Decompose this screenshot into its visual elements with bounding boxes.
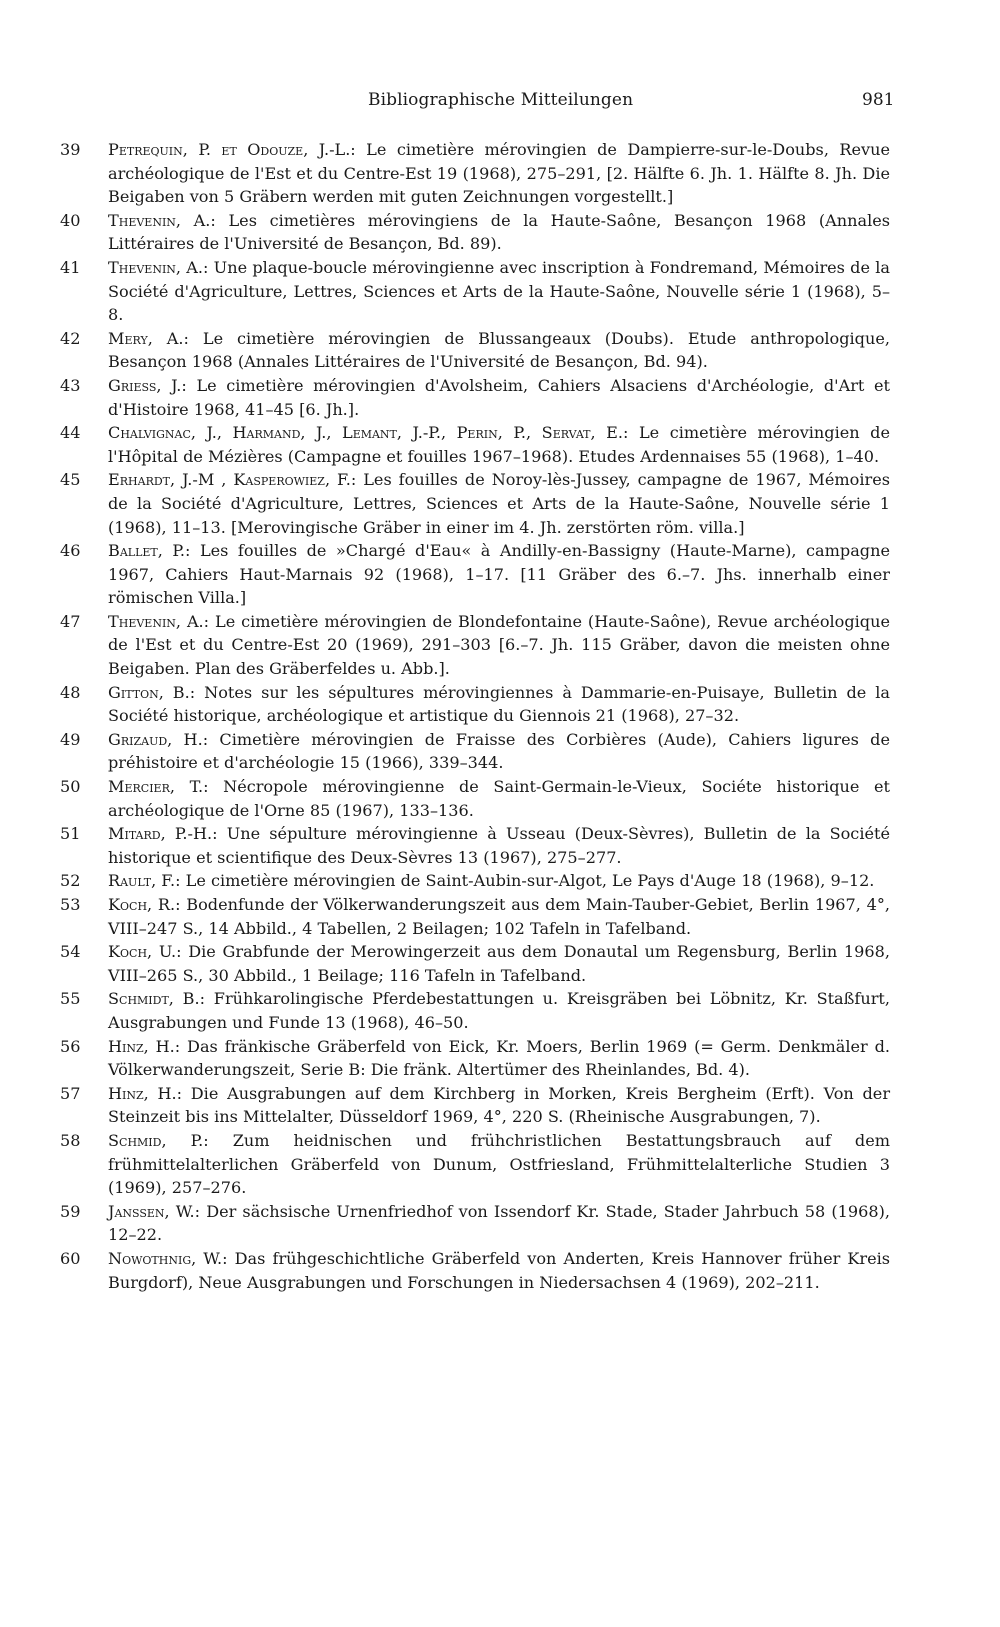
entry-text: Das frühgeschichtliche Gräberfeld von Anderten, Kreis Hannover früher Kreis Burgdorf), Neue Ausgrabungen und Forschungen in Niedersachsen 4 (1969), 202–211.	[108, 1248, 891, 1292]
entry-text: Der sächsische Urnenfriedhof von Issendorf Kr. Stade, Stader Jahrbuch 58 (1968), 12–22.	[108, 1201, 890, 1245]
bibliography-entry	[60, 1035, 890, 1082]
bibliography-list	[60, 138, 890, 1294]
entry-author: Mitard, P.-H.:	[108, 824, 218, 844]
entry-author: Koch, U.:	[108, 942, 182, 962]
entry-author: Mercier, T.:	[108, 777, 209, 797]
entry-author: Hinz, H.:	[108, 1083, 183, 1103]
bibliography-entry	[60, 209, 890, 256]
entry-number: 56	[60, 1036, 81, 1056]
entry-text: Cimetière mérovingien de Fraisse des Corbières (Aude), Cahiers ligures de préhistoire et d'archéologie 15 (1966), 339–344.	[108, 729, 890, 773]
entry-number: 55	[60, 989, 81, 1009]
entry-text: Le cimetière mérovingien de Dampierre-sur-le-Doubs, Revue archéologique de l'Est et du Centre-Est 19 (1968), 275–291, [2. Hälfte 6. Jh. 1. Hälfte 8. Jh. Die Beigaben von 5 Gräbern werden mit guten Zeichnungen vorgestellt.]	[108, 140, 890, 207]
bibliography-entry	[60, 1129, 890, 1200]
bibliography-entry	[60, 468, 890, 539]
entry-text: Le cimetière mérovingien de l'Hôpital de Mézières (Campagne et fouilles 1967–1968). Etudes Ardennaises 55 (1968), 1–40.	[108, 423, 890, 466]
entry-author: Janssen, W.:	[108, 1201, 201, 1221]
entry-number: 51	[60, 824, 81, 844]
entry-text: Das fränkische Gräberfeld von Eick, Kr. Moers, Berlin 1969 (= Germ. Denkmäler d. Völkerwanderungszeit, Serie B: Die fränk. Altertümer des Rheinlandes, Bd. 4).	[108, 1036, 891, 1080]
entry-number: 54	[60, 942, 81, 962]
entry-number: 40	[60, 210, 81, 230]
bibliography-entry	[60, 940, 890, 987]
entry-author: Petrequin, P. et Odouze, J.-L.:	[108, 140, 356, 159]
running-title: Bibliographische Mitteilungen	[368, 90, 634, 110]
entry-text: Le cimetière mérovingien de Blondefontaine (Haute-Saône), Revue archéologique de l'Est et du Centre-Est 20 (1969), 291–303 [6.–7. Jh. 115 Gräber, davon die meisten ohne Beigaben. Plan des Gräberfeldes u. Abb.].	[108, 611, 890, 679]
entry-text: Une sépulture mérovingienne à Usseau (Deux-Sèvres), Bulletin de la Société historique et scientifique des Deux-Sèvres 13 (1967), 275–277.	[108, 824, 890, 867]
entry-author: Schmidt, B.:	[108, 989, 206, 1009]
entry-author: Schmid, P.:	[108, 1130, 209, 1150]
bibliography-entry	[60, 610, 890, 681]
entry-author: Hinz, H.:	[108, 1036, 181, 1056]
entry-number: 48	[60, 682, 81, 702]
entry-author: Grizaud, H.:	[108, 729, 209, 749]
bibliography-entry	[60, 728, 890, 775]
entry-number: 49	[60, 729, 81, 749]
entry-author: Gitton, B.:	[108, 682, 196, 702]
entry-number: 59	[60, 1201, 81, 1221]
bibliography-entry	[60, 1200, 890, 1247]
entry-number: 44	[60, 423, 81, 443]
entry-number: 42	[60, 328, 81, 348]
entry-number: 47	[60, 611, 81, 631]
bibliography-entry	[60, 256, 890, 327]
entry-author: Koch, R.:	[108, 895, 181, 914]
entry-author: Rault, F.:	[108, 871, 181, 891]
entry-number: 52	[60, 871, 81, 891]
entry-author: Thevenin, A.:	[108, 257, 209, 277]
bibliography-entry	[60, 681, 890, 728]
entry-text: Die Grabfunde der Merowingerzeit aus dem Donautal um Regensburg, Berlin 1968, VIII–265 S., 30 Abbild., 1 Beilage; 116 Tafeln in Tafelband.	[108, 942, 890, 985]
bibliography-entry	[60, 775, 890, 822]
entry-author: Chalvignac, J., Harmand, J., Lemant, J.-P., Perin, P., Servat, E.:	[108, 423, 629, 443]
entry-number: 60	[60, 1248, 81, 1268]
bibliography-entry	[60, 987, 890, 1034]
entry-author: Ballet, P.:	[108, 541, 191, 561]
entry-text: Le cimetière mérovingien d'Avolsheim, Cahiers Alsaciens d'Archéologie, d'Art et d'Histoire 1968, 41–45 [6. Jh.].	[108, 375, 890, 419]
entry-text: Frühkarolingische Pferdebestattungen u. Kreisgräben bei Löbnitz, Kr. Staßfurt, Ausgrabungen und Funde 13 (1968), 46–50.	[108, 989, 891, 1032]
entry-number: 53	[60, 895, 81, 914]
entry-number: 41	[60, 257, 81, 277]
entry-text: Zum heidnischen und frühchristlichen Bestattungsbrauch auf dem frühmittelalterlichen Gräberfeld von Dunum, Ostfriesland, Frühmittelalterliche Studien 3 (1969), 257–276.	[108, 1130, 890, 1198]
entry-text: Notes sur les sépultures mérovingiennes à Dammarie-en-Puisaye, Bulletin de la Société historique, archéologique et artistique du Giennois 21 (1968), 27–32.	[108, 682, 890, 726]
bibliography-entry	[60, 539, 890, 610]
entry-number: 39	[60, 140, 81, 159]
bibliography-entry	[60, 893, 890, 940]
bibliography-entry	[60, 374, 890, 421]
entry-author: Thevenin, A.:	[108, 611, 210, 631]
entry-text: Le cimetière mérovingien de Saint-Aubin-sur-Algot, Le Pays d'Auge 18 (1968), 9–12.	[185, 871, 875, 891]
entry-text: Les fouilles de »Chargé d'Eau« à Andilly-en-Bassigny (Haute-Marne), campagne 1967, Cahiers Haut-Marnais 92 (1968), 1–17. [11 Gräber des 6.–7. Jhs. innerhalb einer römischen Villa.]	[108, 541, 890, 608]
entry-author: Griess, J.:	[108, 375, 187, 395]
bibliography-entry	[60, 138, 890, 209]
entry-number: 58	[60, 1130, 81, 1150]
running-head	[0, 90, 1000, 118]
entry-number: 57	[60, 1083, 81, 1103]
entry-author: Thevenin, A.:	[108, 210, 216, 230]
entry-number: 50	[60, 777, 81, 797]
bibliography-entry	[60, 421, 890, 468]
bibliography-entry	[60, 822, 890, 869]
entry-author: Erhardt, J.-M , Kasperowiez, F.:	[108, 470, 357, 490]
entry-text: Les cimetières mérovingiens de la Haute-Saône, Besançon 1968 (Annales Littéraires de l'Université de Besançon, Bd. 89).	[108, 210, 890, 254]
bibliography-entry	[60, 869, 890, 893]
entry-text: Le cimetière mérovingien de Blussangeaux (Doubs). Etude anthropologique, Besançon 1968 (Annales Littéraires de l'Université de Besançon, Bd. 94).	[108, 328, 890, 372]
page-number: 981	[862, 90, 895, 110]
entry-number: 43	[60, 375, 81, 395]
entry-text: Die Ausgrabungen auf dem Kirchberg in Morken, Kreis Bergheim (Erft). Von der Steinzeit bis ins Mittelalter, Düsseldorf 1969, 4°, 220 S. (Rheinische Ausgrabungen, 7).	[108, 1083, 891, 1127]
entry-text: Les fouilles de Noroy-lès-Jussey, campagne de 1967, Mémoires de la Société d'Agriculture, Lettres, Sciences et Arts de la Haute-Saône, Nouvelle série 1 (1968), 11–13. [Merovingische Gräber in einer im 4. Jh. zerstörten röm. villa.]	[108, 470, 890, 537]
entry-text: Une plaque-boucle mérovingienne avec inscription à Fondremand, Mémoires de la Société d'Agriculture, Lettres, Sciences et Arts de la Haute-Saône, Nouvelle série 1 (1968), 5–8.	[108, 257, 890, 325]
bibliography-entry	[60, 1082, 890, 1129]
bibliography-entry	[60, 1247, 890, 1294]
entry-number: 46	[60, 541, 81, 561]
entry-author: Mery, A.:	[108, 328, 189, 348]
entry-text: Nécropole mérovingienne de Saint-Germain-le-Vieux, Sociéte historique et archéologique de l'Orne 85 (1967), 133–136.	[108, 777, 890, 820]
bibliography-entry	[60, 327, 890, 374]
entry-author: Nowothnig, W.:	[108, 1248, 228, 1268]
entry-text: Bodenfunde der Völkerwanderungszeit aus dem Main-Tauber-Gebiet, Berlin 1967, 4°, VIII–247 S., 14 Abbild., 4 Tabellen, 2 Beilagen; 102 Tafeln in Tafelband.	[108, 895, 891, 938]
entry-number: 45	[60, 470, 81, 490]
